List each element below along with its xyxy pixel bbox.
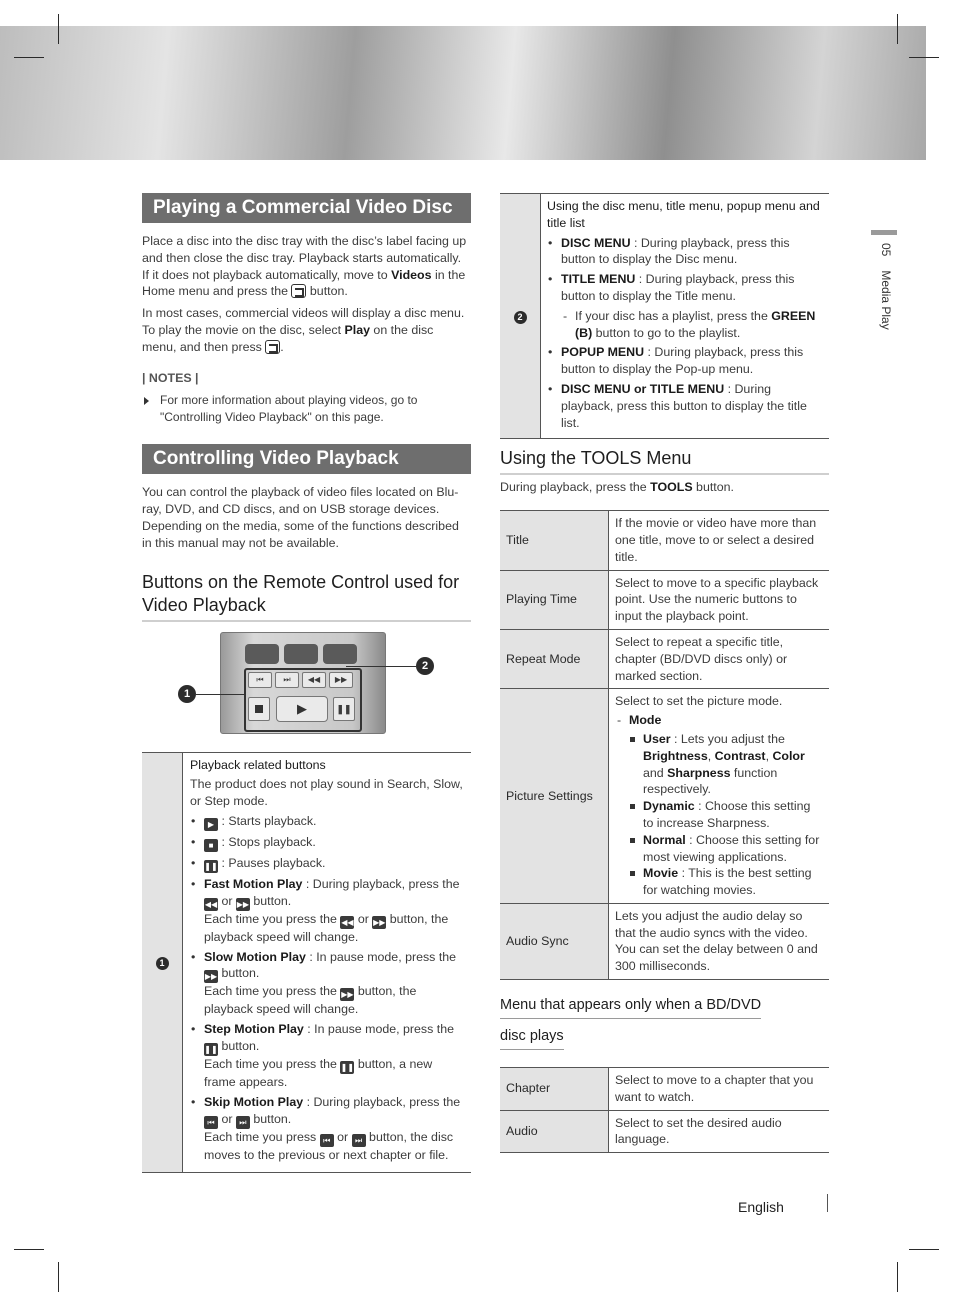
callout-marker-1: 1 [178, 685, 196, 703]
crop-mark [14, 1249, 44, 1250]
callout-line [346, 666, 416, 667]
play-icon: ▶ [276, 696, 328, 722]
crop-mark [909, 1249, 939, 1250]
paragraph: In most cases, commercial videos will display a disc menu. To play the movie on the disc, select Play on the disc menu, and then press . [142, 306, 465, 354]
skip-forward-icon: ⏭ [236, 1116, 250, 1129]
list-item: • ▶ : Starts playback. [190, 813, 467, 831]
crop-mark [909, 57, 939, 58]
color-button [284, 644, 318, 664]
list-item: • Fast Motion Play : During playback, press the ◀◀ or ▶▶ button. Each time you press the ◀◀ or ▶▶ button, the playback speed will change. [190, 876, 467, 946]
menu-buttons-table [500, 193, 829, 439]
list-item: • Slow Motion Play : In pause mode, press the ▶▶ button. Each time you press the ▶▶ button, the playback speed will change. [190, 949, 467, 1019]
callout-line [196, 694, 244, 695]
left-column [142, 193, 471, 1173]
row-key: Audio Sync [500, 903, 609, 979]
table-row [500, 689, 829, 904]
crop-mark [14, 57, 44, 58]
table-row [500, 903, 829, 979]
fast-forward-icon: ▶▶ [329, 672, 353, 688]
notes-label: | NOTES | [142, 370, 199, 385]
side-tab-bar [871, 230, 897, 235]
list-item: • DISC MENU or TITLE MENU : During playback, press this button to display the title list. [547, 381, 826, 431]
skip-back-icon: ⏮ [204, 1116, 218, 1129]
table-content-cell [183, 752, 472, 1173]
table-content-cell [541, 194, 830, 439]
crop-mark [58, 14, 59, 44]
row-key: Repeat Mode [500, 629, 609, 688]
row-value: Select to set the picture mode. - Mode User : Lets you adjust the Brightness, Contrast, Color and Sharpness function respectively. Dynamic : Choose this setting to increase Sharpness. Normal : Choose this setting for most viewing applications. Movie : This is the best setting for watching movies. [609, 689, 830, 904]
callout-marker-2: 2 [416, 657, 434, 675]
list-item: • Skip Motion Play : During playback, press the ⏮ or ⏭ button. Each time you press ⏮ or ⏭ button, the disc moves to the previous or next chapter or file. [190, 1094, 467, 1164]
table-row [500, 570, 829, 629]
footer-divider [827, 1194, 828, 1212]
side-chapter: 05 [878, 243, 893, 257]
row-value: Lets you adjust the audio delay so that the audio syncs with the video. You can set the delay between 0 and 300 milliseconds. [609, 903, 830, 979]
fast-forward-icon: ▶▶ [236, 899, 250, 909]
row-value: Select to move to a specific playback point. Use the numeric buttons to input the playback point. [609, 570, 830, 629]
paragraph: You can control the playback of video files located on Blu-ray, DVD, and CD discs, and on USB storage devices. Depending on the media, some of the functions described in this manual may not be available. [142, 485, 459, 550]
table-marker-cell [142, 752, 183, 1173]
row-key: Title [500, 511, 609, 570]
row-value: If the movie or video have more than one title, move to or select a desired title. [609, 511, 830, 570]
rewind-icon: ◀◀ [302, 672, 326, 688]
note-item: For more information about playing videos, go to "Controlling Video Playback" on this page. [142, 392, 471, 426]
color-button [245, 644, 279, 664]
bd-dvd-heading: Menu that appears only when a BD/DVD disc plays [500, 996, 829, 1050]
stop-icon: • ■ [204, 839, 218, 852]
paragraph: Place a disc into the disc tray with the disc’s label facing up and then close the disc tray. Playback starts automatically. If it does not playback automatically, move to Videos in the Home menu and press the button. [142, 234, 467, 299]
skip-back-icon: ⏮ [248, 672, 272, 688]
pause-icon: ❚❚ [333, 697, 355, 721]
crop-mark [897, 1262, 898, 1292]
tools-table [500, 510, 829, 980]
list-item: • POPUP MENU : During playback, press this button to display the Pop-up menu. [547, 344, 826, 378]
table-heading: Playback related buttons [190, 757, 326, 772]
right-column [500, 193, 829, 1153]
list-item: • ■ : Stops playback. [190, 834, 467, 852]
row-value: Select to repeat a specific title, chapter (BD/DVD discs only) or marked section. [609, 629, 830, 688]
row-key: Playing Time [500, 570, 609, 629]
side-tab [871, 230, 897, 330]
row-key: Picture Settings [500, 689, 609, 904]
list-item: • TITLE MENU : During playback, press this button to display the Title menu. - If your disc has a playlist, press the GREEN (B) button to go to the playlist. [547, 271, 826, 341]
table-row [500, 629, 829, 688]
list-item: • DISC MENU : During playback, press this button to display the Disc menu. [547, 235, 826, 269]
skip-forward-icon: ⏭ [275, 672, 299, 688]
playback-buttons-table [142, 752, 471, 1174]
table-heading: Using the disc menu, title menu, popup menu and title list [547, 199, 820, 230]
subheading-buttons: Buttons on the Remote Control used for Video Playback [142, 571, 471, 622]
row-key: Audio [500, 1110, 609, 1153]
skip-back-icon: ⏮ [320, 1134, 334, 1147]
table-row [500, 1068, 829, 1111]
list-item: Dynamic : Choose this setting to increase Sharpness. [629, 798, 823, 832]
table-row [500, 1110, 829, 1153]
enter-icon [265, 340, 280, 354]
header-banner [0, 26, 926, 160]
enter-icon [291, 284, 306, 298]
list-item: Movie : This is the best setting for watching movies. [629, 865, 823, 899]
stop-icon [248, 697, 270, 721]
rewind-icon: ◀◀ [341, 917, 354, 927]
skip-forward-icon: ⏭ [352, 1134, 366, 1147]
tools-intro: During playback, press the TOOLS button. [500, 480, 734, 495]
marker-1: 1 [156, 957, 169, 970]
section-title-controlling: Controlling Video Playback [142, 444, 471, 474]
list-item: • ❚❚ : Pauses playback. [190, 855, 467, 873]
table-row [500, 511, 829, 570]
tools-heading: Using the TOOLS Menu [500, 447, 829, 475]
section-title-playing: Playing a Commercial Video Disc [142, 193, 471, 223]
rewind-icon: ◀◀ [204, 899, 218, 909]
side-section: Media Play [878, 270, 893, 330]
fast-forward-icon: ▶▶ [373, 917, 386, 927]
marker-2: 2 [514, 311, 527, 324]
list-item: Normal : Choose this setting for most viewing applications. [629, 832, 823, 866]
crop-mark [58, 1262, 59, 1292]
table-marker-cell [500, 194, 541, 439]
list-item: User : Lets you adjust the Brightness, Contrast, Color and Sharpness function respectively. [629, 731, 823, 798]
sub-item: - If your disc has a playlist, press the GREEN (B) button to go to the playlist. [561, 308, 826, 342]
play-icon: • ▶ [204, 818, 218, 831]
row-value: Select to set the desired audio language. [609, 1110, 830, 1153]
remote-illustration [142, 632, 471, 750]
crop-mark [897, 14, 898, 44]
color-button [323, 644, 357, 664]
fast-forward-icon: ▶▶ [341, 990, 354, 1000]
fast-forward-icon: ▶▶ [204, 972, 218, 982]
bd-dvd-table [500, 1067, 829, 1153]
pause-icon: ❚❚ [340, 1062, 355, 1072]
table-intro: The product does not play sound in Search, Slow, or Step mode. [190, 777, 463, 809]
list-item: • Step Motion Play : In pause mode, press the ❚❚ button. Each time you press the ❚❚ button, a new frame appears. [190, 1021, 467, 1091]
pause-icon: • ❚❚ [204, 861, 218, 871]
pause-icon: ❚❚ [204, 1044, 218, 1054]
row-value: Select to move to a chapter that you want to watch. [609, 1068, 830, 1111]
footer-language: English [738, 1199, 784, 1215]
row-key: Chapter [500, 1068, 609, 1111]
